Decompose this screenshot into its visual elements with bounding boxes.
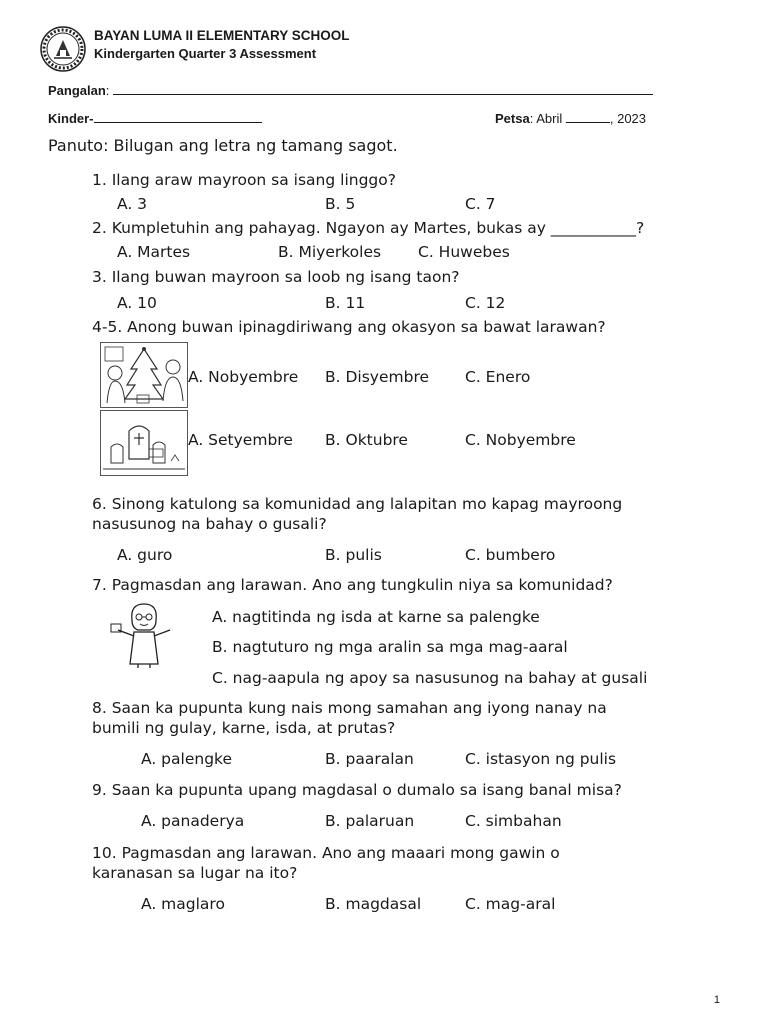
- name-field[interactable]: Pangalan:: [48, 82, 653, 98]
- name-blank[interactable]: [113, 82, 653, 95]
- option[interactable]: A. 10: [117, 294, 157, 312]
- page-number: 1: [713, 994, 720, 1006]
- kinder-label: Kinder-: [48, 111, 94, 126]
- question-6-cont: nasusunog na bahay o gusali?: [92, 515, 327, 533]
- option[interactable]: A. nagtitinda ng isda at karne sa palengke: [212, 608, 540, 626]
- kinder-field[interactable]: [48, 110, 262, 126]
- teacher-picture: [108, 600, 178, 670]
- option[interactable]: B. paaralan: [325, 750, 414, 768]
- question-3: 3. Ilang buwan mayroon sa loob ng isang taon?: [92, 268, 460, 286]
- option[interactable]: B. Miyerkoles: [278, 243, 382, 261]
- name-label: Pangalan: [48, 83, 106, 98]
- option[interactable]: C. Enero: [465, 368, 531, 386]
- option[interactable]: B. Oktubre: [325, 431, 408, 449]
- option[interactable]: B. nagtuturo ng mga aralin sa mga mag-aaral: [212, 638, 568, 656]
- question-10: 10. Pagmasdan ang larawan. Ano ang maaari mong gawin o: [92, 844, 560, 862]
- option[interactable]: A. guro: [117, 546, 173, 564]
- question-7: 7. Pagmasdan ang larawan. Ano ang tungkulin niya sa komunidad?: [92, 576, 613, 594]
- option[interactable]: A. Setyembre: [188, 431, 293, 449]
- option[interactable]: C. istasyon ng pulis: [465, 750, 617, 768]
- question-8: 8. Saan ka pupunta kung nais mong samahan ang iyong nanay na: [92, 699, 607, 717]
- option[interactable]: B. pulis: [325, 546, 382, 564]
- option[interactable]: B. 11: [325, 294, 366, 312]
- option[interactable]: B. magdasal: [325, 895, 422, 913]
- christmas-picture: [100, 342, 188, 408]
- option[interactable]: A. Martes: [117, 243, 191, 261]
- option[interactable]: C. nag-aapula ng apoy sa nasusunog na bahay at gusali: [212, 669, 648, 687]
- option[interactable]: B. palaruan: [325, 812, 415, 830]
- option[interactable]: C. Huwebes: [418, 243, 510, 261]
- option[interactable]: C. bumbero: [465, 546, 556, 564]
- kinder-blank[interactable]: [94, 110, 262, 123]
- option[interactable]: A. palengke: [141, 750, 232, 768]
- school-seal-icon: [40, 26, 86, 72]
- option[interactable]: A. panaderya: [141, 812, 245, 830]
- instructions: Panuto: Bilugan ang letra ng tamang sagot.: [48, 136, 398, 155]
- date-field[interactable]: Petsa: Abril , 2023: [495, 111, 647, 126]
- option[interactable]: B. 5: [325, 195, 356, 213]
- option[interactable]: C. 12: [465, 294, 506, 312]
- date-blank[interactable]: [566, 110, 610, 123]
- date-year: , 2023: [609, 111, 647, 126]
- question-10-cont: karanasan sa lugar na ito?: [92, 864, 298, 882]
- question-4-5: 4-5. Anong buwan ipinagdiriwang ang okasyon sa bawat larawan?: [92, 318, 606, 336]
- option[interactable]: C. simbahan: [465, 812, 562, 830]
- question-1: 1. Ilang araw mayroon sa isang linggo?: [92, 171, 396, 189]
- option[interactable]: C. Nobyembre: [465, 431, 576, 449]
- date-label: Petsa: [495, 111, 530, 126]
- question-2: 2. Kumpletuhin ang pahayag. Ngayon ay Martes, bukas ay ___________?: [92, 219, 645, 237]
- cemetery-picture: [100, 410, 188, 476]
- question-6: 6. Sinong katulong sa komunidad ang lalapitan mo kapag mayroong: [92, 495, 623, 513]
- option[interactable]: C. 7: [465, 195, 496, 213]
- question-9: 9. Saan ka pupunta upang magdasal o dumalo sa isang banal misa?: [92, 781, 622, 799]
- option[interactable]: A. Nobyembre: [188, 368, 299, 386]
- option[interactable]: C. mag-aral: [465, 895, 556, 913]
- date-month: Abril: [536, 111, 563, 126]
- option[interactable]: A. 3: [117, 195, 148, 213]
- assessment-title: Kindergarten Quarter 3 Assessment: [94, 46, 317, 61]
- option[interactable]: B. Disyembre: [325, 368, 430, 386]
- question-8-cont: bumili ng gulay, karne, isda, at prutas?: [92, 719, 396, 737]
- option[interactable]: A. maglaro: [141, 895, 225, 913]
- school-name: BAYAN LUMA II ELEMENTARY SCHOOL: [94, 28, 350, 43]
